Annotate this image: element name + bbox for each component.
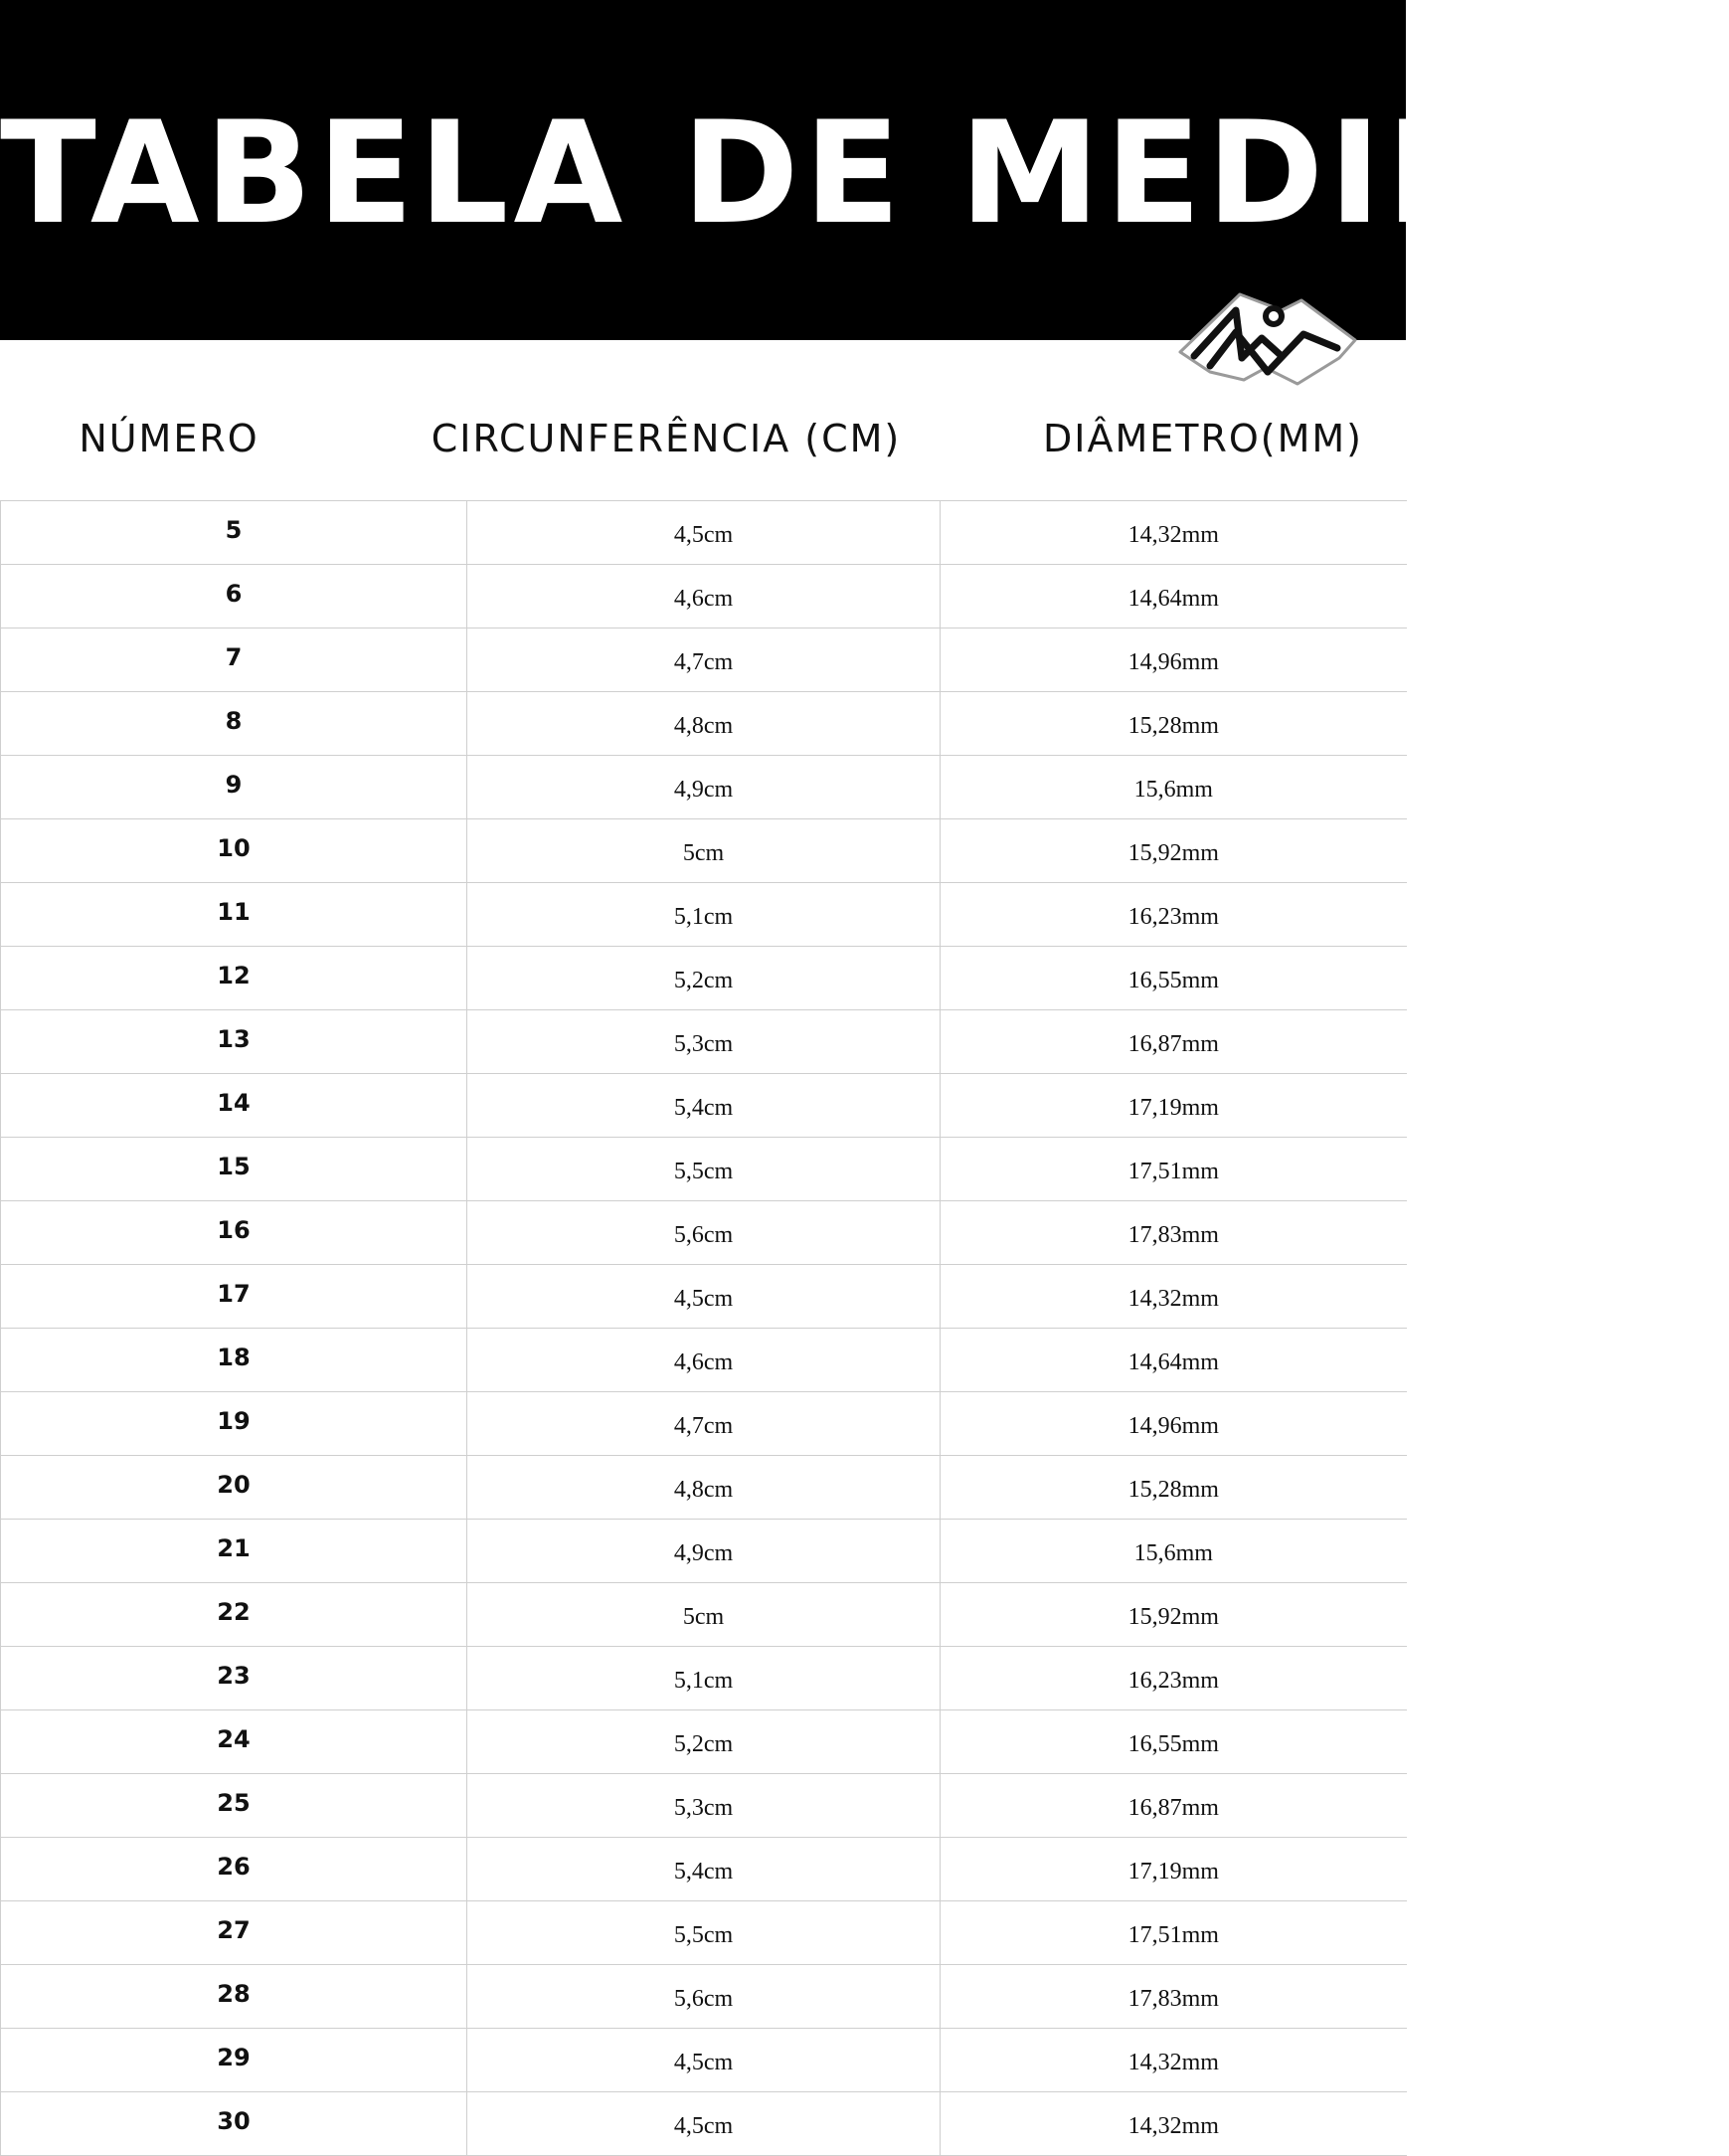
diameter-cell: 15,92mm — [941, 819, 1407, 883]
size-number-cell: 17 — [1, 1265, 467, 1329]
diameter-cell: 14,32mm — [941, 2029, 1407, 2092]
circumference-cell: 5,5cm — [467, 1901, 941, 1965]
diameter-cell: 16,55mm — [941, 947, 1407, 1010]
table-row — [1, 1456, 1407, 1520]
size-number-cell: 28 — [1, 1965, 467, 2029]
table-row — [1, 629, 1407, 692]
size-number-cell: 25 — [1, 1774, 467, 1838]
size-number-cell: 23 — [1, 1647, 467, 1710]
page-title: TABELA DE MEDIDAS — [0, 91, 1729, 256]
size-table — [0, 500, 1407, 2156]
circumference-cell: 4,5cm — [467, 501, 941, 565]
circumference-cell: 5cm — [467, 819, 941, 883]
table-row — [1, 1710, 1407, 1774]
circumference-cell: 5,4cm — [467, 1838, 941, 1901]
circumference-cell: 5,3cm — [467, 1774, 941, 1838]
table-row — [1, 1201, 1407, 1265]
diameter-cell: 17,51mm — [941, 1901, 1407, 1965]
diameter-cell: 17,83mm — [941, 1965, 1407, 2029]
table-row — [1, 1583, 1407, 1647]
diameter-cell: 16,23mm — [941, 883, 1407, 947]
size-number-cell: 6 — [1, 565, 467, 629]
table-row — [1, 1265, 1407, 1329]
table-row — [1, 1138, 1407, 1201]
size-number-cell: 11 — [1, 883, 467, 947]
table-row — [1, 1010, 1407, 1074]
diameter-cell: 14,64mm — [941, 565, 1407, 629]
size-number-cell: 12 — [1, 947, 467, 1010]
diameter-cell: 16,87mm — [941, 1010, 1407, 1074]
column-header-diameter: DIÂMETRO(MM) — [1042, 417, 1363, 460]
size-number-cell: 20 — [1, 1456, 467, 1520]
circumference-cell: 5,2cm — [467, 1710, 941, 1774]
column-header-circumference: CIRCUNFERÊNCIA (CM) — [431, 417, 902, 460]
table-row — [1, 819, 1407, 883]
table-row — [1, 1965, 1407, 2029]
circumference-cell: 4,6cm — [467, 565, 941, 629]
circumference-cell: 5,6cm — [467, 1201, 941, 1265]
table-row — [1, 565, 1407, 629]
diameter-cell: 15,6mm — [941, 756, 1407, 819]
circumference-cell: 4,7cm — [467, 629, 941, 692]
table-row — [1, 501, 1407, 565]
column-header-number: NÚMERO — [79, 417, 259, 460]
diameter-cell: 14,96mm — [941, 1392, 1407, 1456]
circumference-cell: 4,7cm — [467, 1392, 941, 1456]
diameter-cell: 16,23mm — [941, 1647, 1407, 1710]
table-row — [1, 1647, 1407, 1710]
table-row — [1, 1520, 1407, 1583]
circumference-cell: 4,5cm — [467, 2092, 941, 2156]
circumference-cell: 5,3cm — [467, 1010, 941, 1074]
circumference-cell: 4,5cm — [467, 1265, 941, 1329]
diameter-cell: 17,19mm — [941, 1074, 1407, 1138]
diameter-cell: 17,51mm — [941, 1138, 1407, 1201]
size-number-cell: 15 — [1, 1138, 467, 1201]
table-row — [1, 1774, 1407, 1838]
circumference-cell: 5,6cm — [467, 1965, 941, 2029]
table-row — [1, 1838, 1407, 1901]
table-row — [1, 947, 1407, 1010]
circumference-cell: 4,8cm — [467, 692, 941, 756]
diameter-cell: 16,55mm — [941, 1710, 1407, 1774]
circumference-cell: 5,2cm — [467, 947, 941, 1010]
circumference-cell: 5,4cm — [467, 1074, 941, 1138]
size-number-cell: 10 — [1, 819, 467, 883]
diameter-cell: 15,28mm — [941, 1456, 1407, 1520]
table-row — [1, 883, 1407, 947]
mountain-ring-logo-icon — [1170, 280, 1365, 392]
circumference-cell: 4,9cm — [467, 756, 941, 819]
size-number-cell: 26 — [1, 1838, 467, 1901]
circumference-cell: 4,6cm — [467, 1329, 941, 1392]
table-row — [1, 1074, 1407, 1138]
size-number-cell: 24 — [1, 1710, 467, 1774]
table-row — [1, 756, 1407, 819]
circumference-cell: 4,8cm — [467, 1456, 941, 1520]
size-number-cell: 21 — [1, 1520, 467, 1583]
diameter-cell: 14,32mm — [941, 501, 1407, 565]
size-number-cell: 16 — [1, 1201, 467, 1265]
circumference-cell: 5,5cm — [467, 1138, 941, 1201]
circumference-cell: 4,9cm — [467, 1520, 941, 1583]
diameter-cell: 15,92mm — [941, 1583, 1407, 1647]
size-number-cell: 27 — [1, 1901, 467, 1965]
diameter-cell: 15,6mm — [941, 1520, 1407, 1583]
size-number-cell: 14 — [1, 1074, 467, 1138]
circumference-cell: 4,5cm — [467, 2029, 941, 2092]
size-number-cell: 7 — [1, 629, 467, 692]
table-row — [1, 1901, 1407, 1965]
size-table-body — [1, 501, 1407, 2156]
diameter-cell: 16,87mm — [941, 1774, 1407, 1838]
circumference-cell: 5,1cm — [467, 1647, 941, 1710]
table-row — [1, 692, 1407, 756]
size-number-cell: 22 — [1, 1583, 467, 1647]
size-number-cell: 30 — [1, 2092, 467, 2156]
diameter-cell: 15,28mm — [941, 692, 1407, 756]
size-number-cell: 8 — [1, 692, 467, 756]
diameter-cell: 17,19mm — [941, 1838, 1407, 1901]
diameter-cell: 14,96mm — [941, 629, 1407, 692]
circumference-cell: 5,1cm — [467, 883, 941, 947]
table-row — [1, 2029, 1407, 2092]
diameter-cell: 14,32mm — [941, 2092, 1407, 2156]
size-number-cell: 18 — [1, 1329, 467, 1392]
circumference-cell: 5cm — [467, 1583, 941, 1647]
diameter-cell: 14,32mm — [941, 1265, 1407, 1329]
table-row — [1, 2092, 1407, 2156]
table-row — [1, 1329, 1407, 1392]
size-number-cell: 19 — [1, 1392, 467, 1456]
size-number-cell: 5 — [1, 501, 467, 565]
diameter-cell: 14,64mm — [941, 1329, 1407, 1392]
table-row — [1, 1392, 1407, 1456]
size-number-cell: 9 — [1, 756, 467, 819]
size-number-cell: 29 — [1, 2029, 467, 2092]
size-number-cell: 13 — [1, 1010, 467, 1074]
diameter-cell: 17,83mm — [941, 1201, 1407, 1265]
